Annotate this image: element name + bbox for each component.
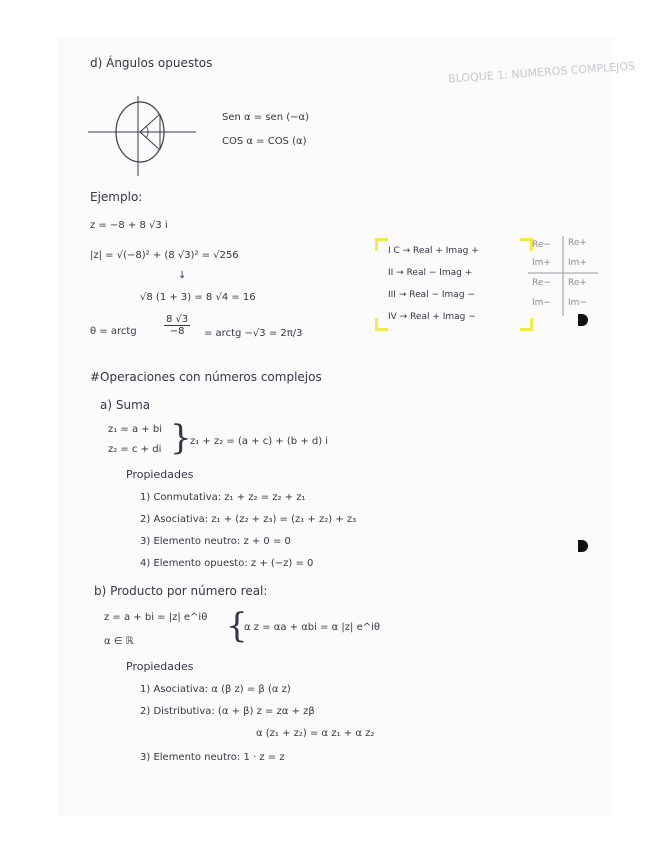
product-alpha: α ∈ ℝ: [104, 636, 134, 647]
sum-result: z₁ + z₂ = (a + c) + (b + d) i: [190, 436, 329, 447]
bleed-through-title: BLOQUE 1: NÚMEROS COMPLEJOS: [447, 59, 636, 86]
sum-z1: z₁ = a + bi: [108, 424, 162, 435]
sign-grid-labels: [528, 236, 598, 316]
product-property-3: 3) Elemento neutro: 1 · z = z: [140, 752, 285, 763]
highlight-corner-bl: [375, 318, 388, 331]
grid-label: Im+: [568, 258, 587, 268]
section-heading-opposite-angles: d) Ángulos opuestos: [90, 56, 213, 70]
example-theta-lhs: θ = arctg: [90, 326, 137, 337]
product-property-1: 1) Asociativa: α (β z) = β (α z): [140, 684, 291, 695]
sum-brace: }: [170, 418, 192, 458]
quadrant-3: III → Real − Imag −: [388, 290, 475, 300]
quadrant-1: I C → Real + Imag +: [388, 246, 479, 256]
example-heading: Ejemplo:: [90, 190, 143, 204]
grid-label: Im−: [532, 298, 551, 308]
example-theta-rhs: = arctg −√3 = 2π/3: [204, 328, 303, 339]
grid-label: Re−: [532, 278, 551, 288]
equation-cosine: COS α = COS (α): [222, 136, 307, 147]
sum-z2: z₂ = c + di: [108, 444, 162, 455]
example-modulus-simplified: √8 (1 + 3) = 8 √4 = 16: [140, 292, 256, 303]
product-property-2b: α (z₁ + z₂) = α z₁ + α z₂: [256, 728, 375, 739]
product-property-2: 2) Distributiva: (α + β) z = zα + zβ: [140, 706, 315, 717]
product-properties-heading: Propiedades: [126, 660, 194, 673]
product-heading: b) Producto por número real:: [94, 584, 268, 598]
theta-numerator: 8 √3: [166, 314, 189, 325]
quadrant-4: IV → Real + Imag −: [388, 312, 476, 322]
example-z: z = −8 + 8 √3 i: [90, 220, 168, 231]
grid-label: Im+: [532, 258, 551, 268]
grid-label: Re+: [568, 238, 587, 248]
highlight-corner-tl: [375, 238, 388, 251]
sum-property-3: 3) Elemento neutro: z + 0 = 0: [140, 536, 291, 547]
highlight-corner-br: [520, 318, 533, 331]
theta-fraction: [164, 314, 190, 337]
operations-heading: #Operaciones con números complejos: [90, 370, 322, 384]
down-arrow: ↓: [178, 270, 187, 281]
theta-denominator: −8: [169, 326, 185, 337]
grid-label: Re+: [568, 278, 587, 288]
product-brace: {: [226, 606, 248, 646]
sum-property-4: 4) Elemento opuesto: z + (−z) = 0: [140, 558, 314, 569]
product-result: α z = αa + αbi = α |z| e^iθ: [244, 622, 381, 633]
grid-label: Re−: [532, 240, 551, 250]
sum-properties-heading: Propiedades: [126, 468, 194, 481]
grid-label: Im−: [568, 298, 587, 308]
quadrant-2: II → Real − Imag +: [388, 268, 473, 278]
product-z: z = a + bi = |z| e^iθ: [104, 612, 208, 623]
example-modulus: |z| = √(−8)² + (8 √3)² = √256: [90, 250, 239, 261]
sum-heading: a) Suma: [100, 398, 151, 412]
sum-property-2: 2) Asociativa: z₁ + (z₂ + z₃) = (z₁ + z₂) + z₃: [140, 514, 357, 525]
unit-circle-diagram: [88, 96, 198, 176]
sum-property-1: 1) Conmutativa: z₁ + z₂ = z₂ + z₁: [140, 492, 306, 503]
equation-sine: Sen α = sen (−α): [222, 112, 309, 123]
